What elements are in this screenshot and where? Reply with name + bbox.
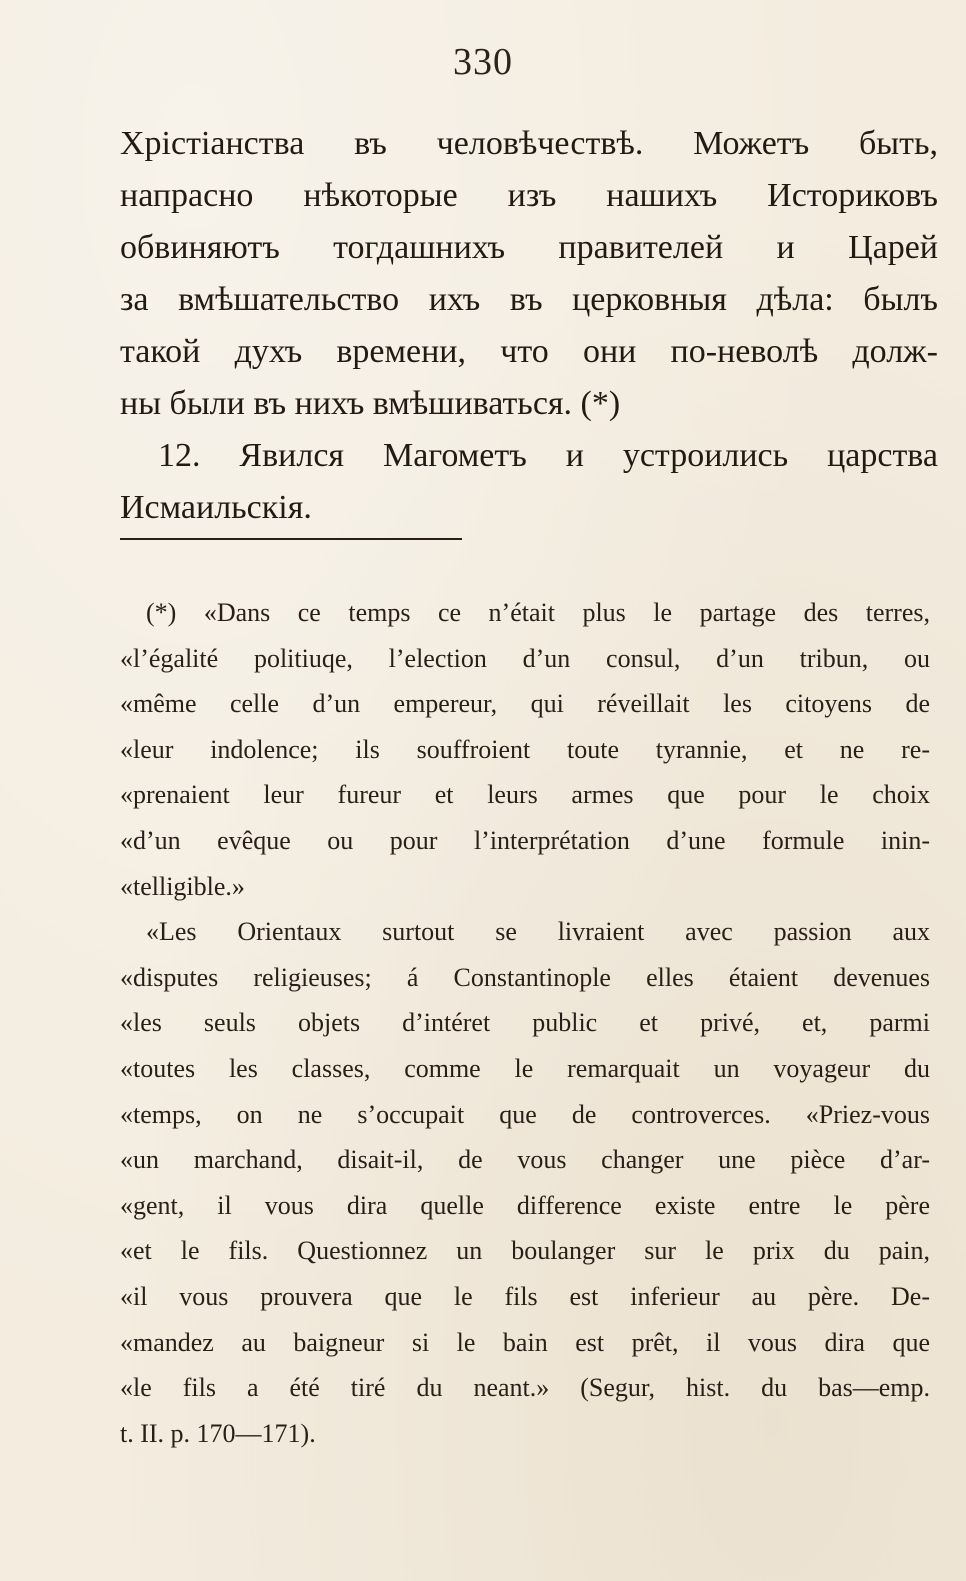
page-number: 330 bbox=[453, 41, 513, 83]
footnote-line: «et le fils. Questionnez un boulanger sur le prix du pain, bbox=[120, 1236, 930, 1266]
footnote-line: «toutes les classes, comme le remarquait un voyageur du bbox=[120, 1053, 930, 1083]
footnote-line: «l’égalité politiuqe, l’election d’un consul, d’un tribun, ou bbox=[120, 643, 930, 673]
main-text-block bbox=[120, 118, 946, 534]
text-line: такой духъ времени, что они по-неволѣ долж- bbox=[120, 333, 938, 370]
footnote-line: «gent, il vous dira quelle difference existe entre le père bbox=[120, 1190, 930, 1220]
footnote-line: «un marchand, disait-il, de vous changer une pièce d’ar- bbox=[120, 1145, 930, 1175]
footnote-separator bbox=[120, 538, 462, 540]
text-line: Хрістіанства въ человѣчествѣ. Можетъ быть, bbox=[120, 125, 938, 162]
text-line: обвиняютъ тогдашнихъ правителей и Царей bbox=[120, 229, 938, 266]
text-line: за вмѣшательство ихъ въ церковныя дѣла: былъ bbox=[120, 281, 938, 318]
footnote-line: t. II. p. 170—171). bbox=[120, 1418, 316, 1448]
text-line: напрасно нѣкоторые изъ нашихъ Историковъ bbox=[120, 177, 938, 214]
footnote-line: «Les Orientaux surtout se livraient avec passion aux bbox=[146, 917, 930, 947]
footnote-line: «prenaient leur fureur et leurs armes que pour le choix bbox=[120, 780, 930, 810]
footnote-line: «il vous prouvera que le fils est inferieur au père. De- bbox=[120, 1281, 930, 1311]
footnote-line: «mandez au baigneur si le bain est prêt, il vous dira que bbox=[120, 1327, 930, 1357]
footnote-block bbox=[120, 590, 930, 1456]
footnote-line: «même celle d’un empereur, qui réveillait les citoyens de bbox=[120, 689, 930, 719]
text-line: ны были въ нихъ вмѣшиваться. (*) bbox=[120, 385, 621, 422]
text-line: 12. Явился Магометъ и устроились царства bbox=[158, 437, 938, 474]
footnote-line: «disputes religieuses; á Constantinople elles étaient devenues bbox=[120, 962, 930, 992]
footnote-line: «les seuls objets d’intéret public et privé, et, parmi bbox=[120, 1008, 930, 1038]
text-line: Исмаильскія. bbox=[120, 489, 312, 526]
footnote-line: «temps, on ne s’occupait que de controverces. «Priez-vous bbox=[120, 1099, 930, 1129]
footnote-line: «telligible.» bbox=[120, 871, 245, 901]
footnote-line: «leur indolence; ils souffroient toute tyrannie, et ne re- bbox=[120, 734, 930, 764]
footnote-line: «d’un evêque ou pour l’interprétation d’une formule inin- bbox=[120, 825, 930, 855]
footnote-line: (*) «Dans ce temps ce n’était plus le partage des terres, bbox=[146, 598, 930, 627]
footnote-line: «le fils a été tiré du neant.» (Segur, hist. du bas—emp. bbox=[120, 1373, 930, 1403]
